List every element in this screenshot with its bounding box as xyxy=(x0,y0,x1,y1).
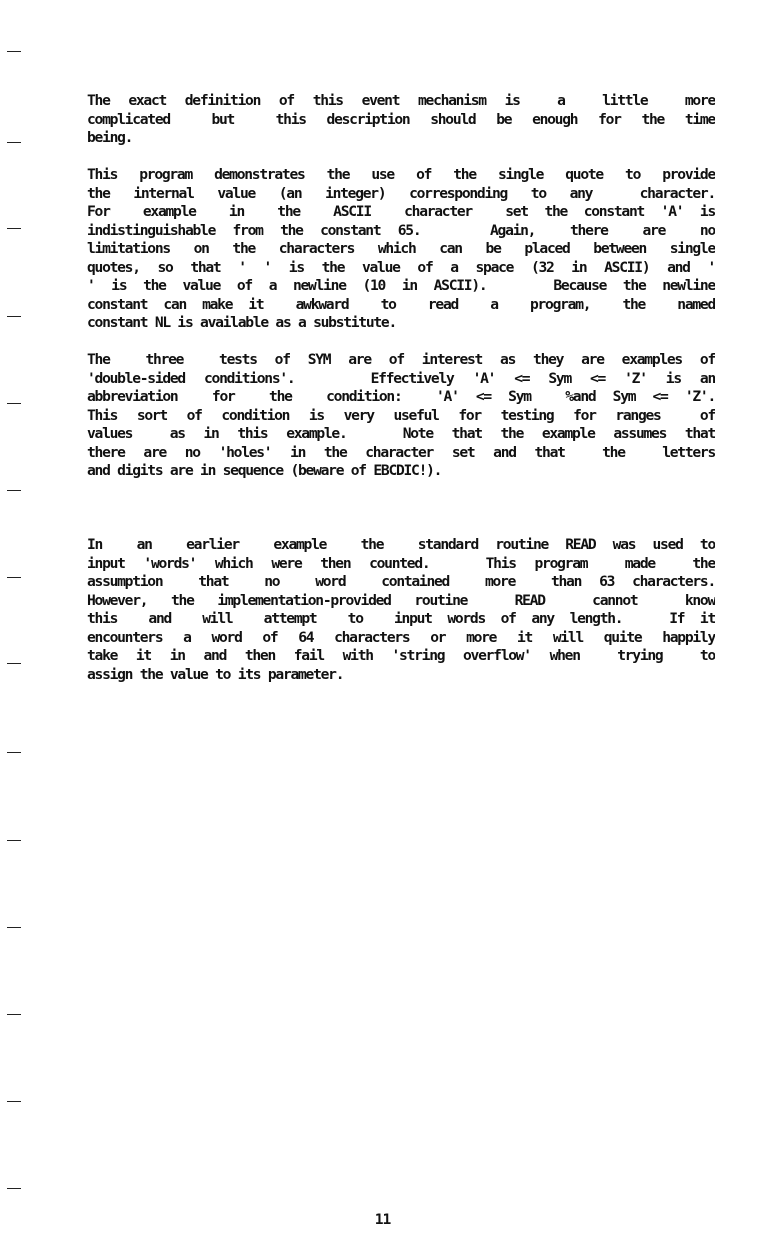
margin-mark xyxy=(7,1014,21,1015)
text-line: ' is the value of a newline (10 in ASCII). Because the newline xyxy=(87,277,715,294)
text-line: This program demonstrates the use of the single quote to provide xyxy=(87,166,715,183)
paragraph-read-routine xyxy=(87,536,715,684)
margin-mark xyxy=(7,1188,21,1189)
margin-mark xyxy=(7,752,21,753)
text-line: and digits are in sequence (beware of EBCDIC!). xyxy=(87,462,442,479)
text-line: assumption that no word contained more than 63 characters. xyxy=(87,573,715,590)
margin-mark xyxy=(7,577,21,578)
margin-mark xyxy=(7,228,21,229)
text-line: complicated but this description should be enough for the time xyxy=(87,110,715,128)
text-line: constant NL is available as a substitute. xyxy=(87,314,396,331)
text-line: This sort of condition is very useful for testing for ranges of xyxy=(87,406,715,424)
page-number: 11 xyxy=(374,1211,391,1228)
margin-mark xyxy=(7,490,21,491)
text-line: input 'words' which were then counted. This program made the xyxy=(87,554,715,572)
paragraph-single-quote xyxy=(87,166,715,333)
text-line: In an earlier example the standard routine READ was used to xyxy=(87,536,715,553)
text-line: indistinguishable from the constant 65. Again, there are no xyxy=(87,221,715,239)
text-line: The three tests of SYM are of interest as they are examples of xyxy=(87,351,715,368)
text-line: However, the implementation-provided routine READ cannot know xyxy=(87,591,715,609)
text-line: the internal value (an integer) corresponding to any character. xyxy=(87,184,715,202)
text-line: there are no 'holes' in the character set and that the letters xyxy=(87,443,715,461)
text-line: this and will attempt to input words of any length. If it xyxy=(87,610,715,627)
text-line: being. xyxy=(87,129,133,146)
margin-mark xyxy=(7,927,21,928)
text-line: The exact definition of this event mechanism is a little more xyxy=(87,92,715,109)
text-line: assign the value to its parameter. xyxy=(87,665,344,683)
margin-mark xyxy=(7,663,21,664)
text-line: take it in and then fail with 'string overflow' when trying to xyxy=(87,647,715,664)
text-line: encounters a word of 64 characters or more it will quite happily xyxy=(87,628,715,646)
margin-mark xyxy=(7,840,21,841)
text-line: quotes, so that ' ' is the value of a space (32 in ASCII) and ' xyxy=(87,258,715,276)
margin-mark xyxy=(7,1101,21,1102)
margin-mark xyxy=(7,403,21,404)
margin-mark xyxy=(7,316,21,317)
text-line: abbreviation for the condition: 'A' <= Sym %and Sym <= 'Z'. xyxy=(87,388,715,405)
text-line: limitations on the characters which can be placed between single xyxy=(87,240,715,257)
text-line: values as in this example. Note that the example assumes that xyxy=(87,425,715,442)
text-line: For example in the ASCII character set the constant 'A' is xyxy=(87,203,715,220)
margin-mark xyxy=(7,142,21,143)
text-line: 'double-sided conditions'. Effectively 'A' <= Sym <= 'Z' is an xyxy=(87,369,715,387)
paragraph-sym-tests xyxy=(87,351,715,481)
paragraph-event-mechanism xyxy=(87,92,715,148)
text-line: constant can make it awkward to read a program, the named xyxy=(87,295,715,313)
margin-mark xyxy=(7,51,21,52)
